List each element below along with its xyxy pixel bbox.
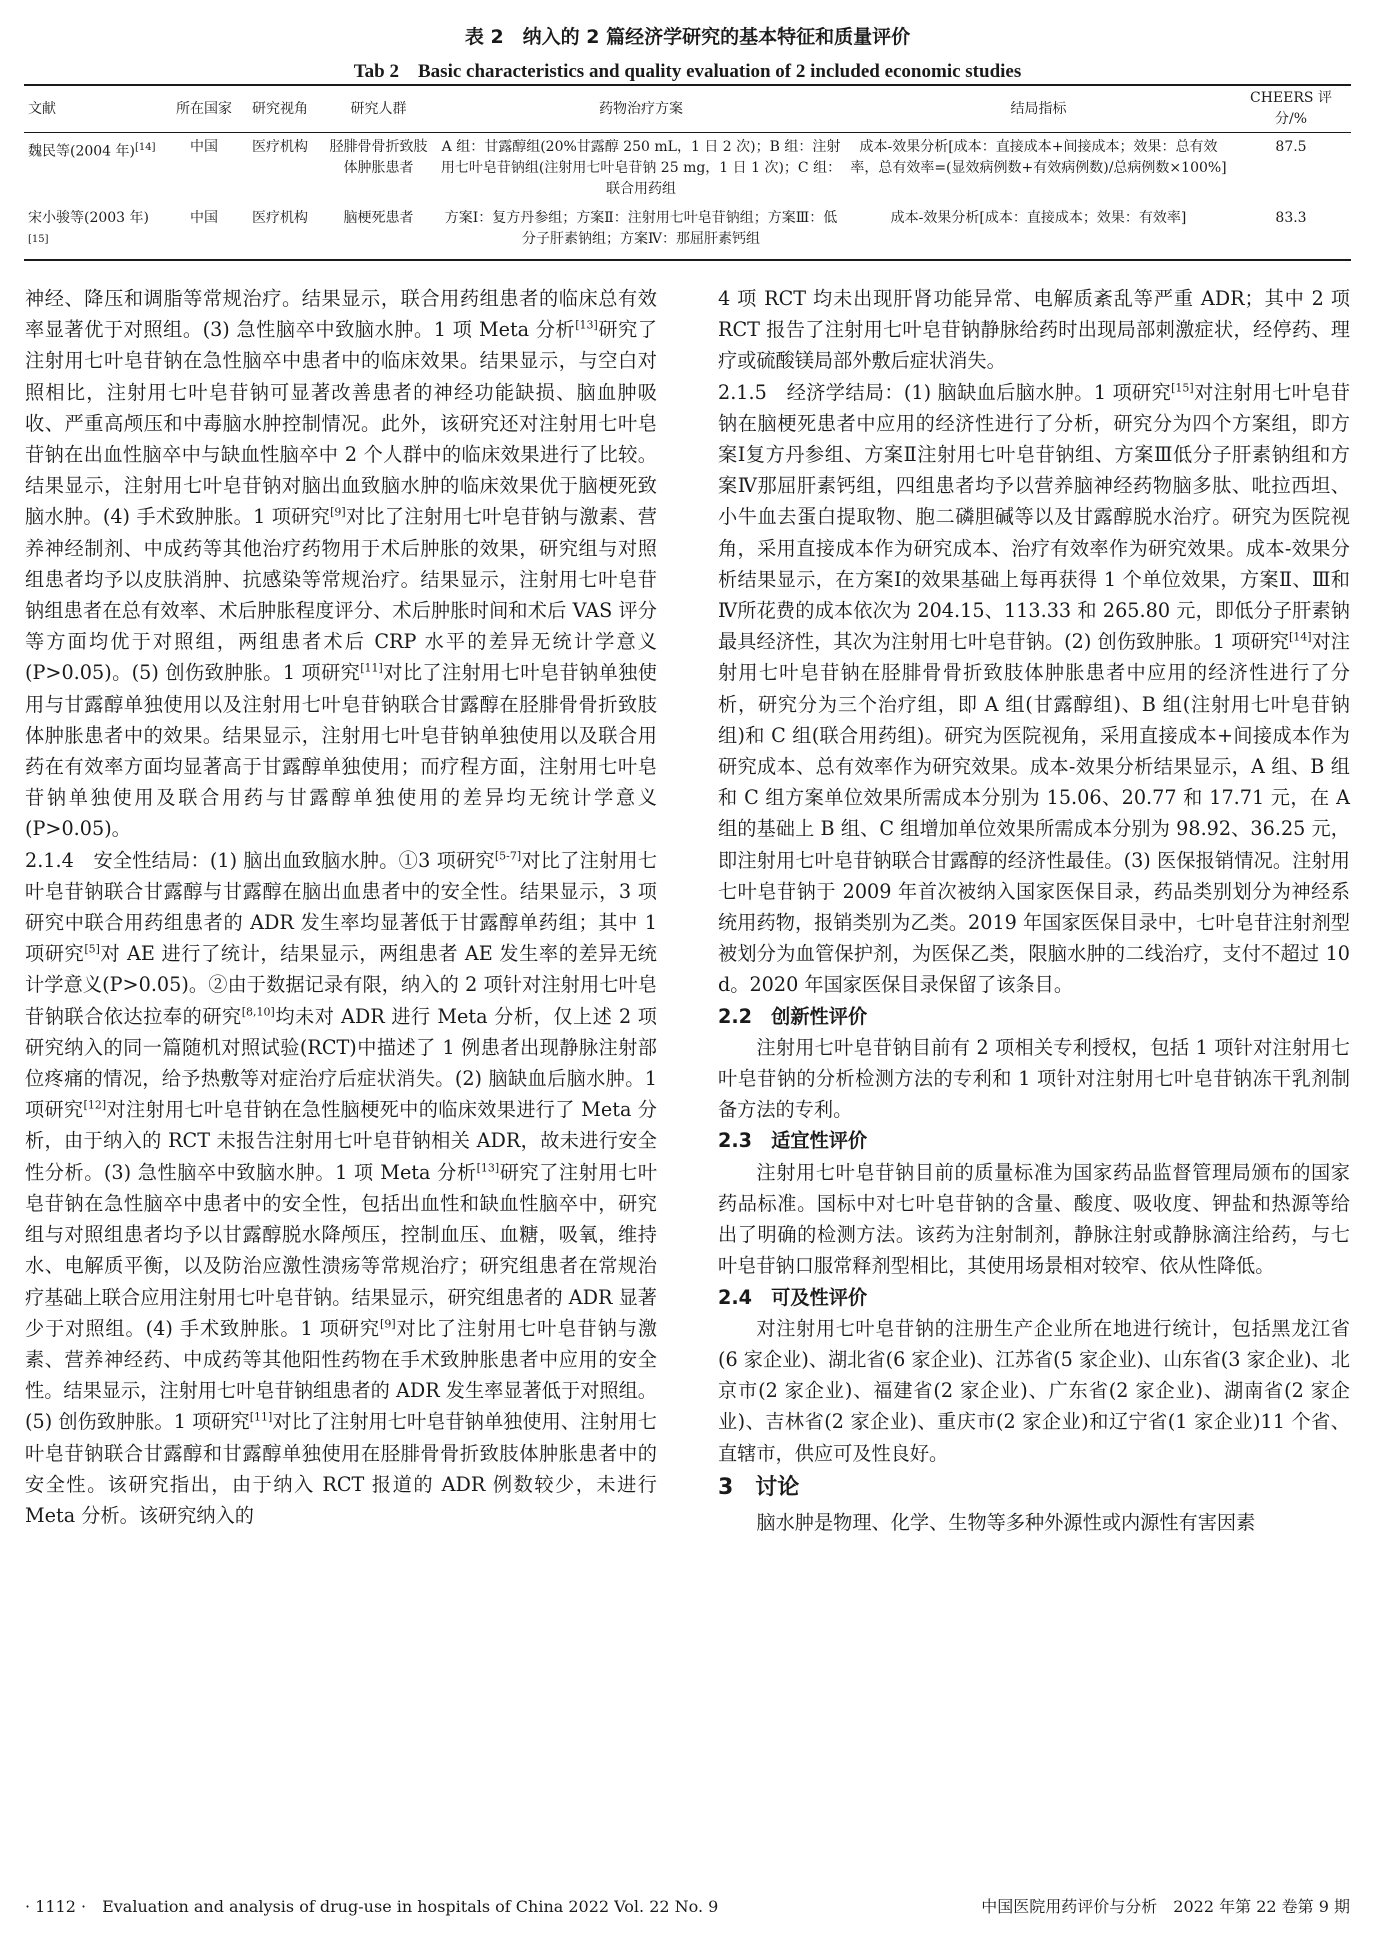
section-body-2-3: 注射用七叶皂苷钠目前的质量标准为国家药品监督管理局颁布的国家药品标准。国标中对七叶皂苷钠的含量、酸度、吸收度、钾盐和热源等给出了明确的检测方法。该药为注射制剂，静脉注射或静脉滴注给药，与七叶皂苷钠口服常释剂型相比，其使用场景相对较窄、依从性降低。 (718, 1160, 1350, 1278)
body-text: 对注射用七叶皂苷钠在胫腓骨骨折致肢体肿胀患者中应用的经济性进行了分析，研究分为三个治疗组，即 A 组(甘露醇组)、B 组(注射用七叶皂苷钠组)和 C 组(联合用药组)。研究为医院视角，采用直接成本+间接成本作为研究成本、总有效率作为研究效果。成本-效果分析结果显示，A 组、B 组和 C 组方案单位效果所需成本分别为 15.06、20.77 和 17.71 元，在 A 组的基础上 B 组、C 组增加单位效果所需成本分别为 98.92、36.25 元，即注射用七叶皂苷钠联合甘露醇的经济性最佳。(3) 医保报销情况。注射用七叶皂苷钠于 2009 年首次被纳入国家医保目录，药品类别划分为神经系统用药物，报销类别为乙类。2019 年国家医保目录中，七叶皂苷注射剂型被划分为血管保护剂，为医保乙类，限脑水肿的二线治疗，支付不超过 10 d。2020 年国家医保目录保留了该条目。 (718, 630, 1350, 997)
section-heading-2-3: 2.3 适宜性评价 (718, 1129, 868, 1153)
study-name: 魏民等(2004 年) (28, 143, 136, 160)
footer-left: · 1112 · Evaluation and analysis of drug-use in hospitals of China 2022 Vol. 22 No. 9 (25, 1897, 719, 1916)
perspective-cell: 医疗机构 (252, 139, 308, 155)
body-text: 神经、降压和调脂等常规治疗。结果显示，联合用药组患者的临床总有效率显著优于对照组。(3) 急性脑卒中致脑水肿。1 项 Meta 分析 (25, 287, 657, 342)
header-cell: CHEERS 评分/% (1231, 85, 1351, 133)
regimen-cell: 方案Ⅰ：复方丹参组；方案Ⅱ：注射用七叶皂苷钠组；方案Ⅲ：低分子肝素钠组；方案Ⅳ：那屈肝素钙组 (436, 204, 846, 260)
citation-ref: [13] (476, 1161, 500, 1175)
citation-ref: [11] (360, 662, 383, 676)
citation-ref: [9] (380, 1317, 396, 1331)
page-footer (25, 1894, 1350, 1917)
score-cell: 83.3 (1231, 204, 1351, 260)
left-column (25, 283, 657, 1531)
body-text: 对注射用七叶皂苷钠在急性脑梗死中的临床效果进行了 Meta 分析，由于纳入的 RCT 未报告注射用七叶皂苷钠相关 ADR，故未进行安全性分析。(3) 急性脑卒中致脑水肿。1 项 Meta 分析 (25, 1098, 657, 1184)
body-text: 2.1.5 经济学结局：(1) 脑缺血后脑水肿。1 项研究 (718, 380, 1172, 404)
citation-ref: [12] (83, 1098, 107, 1112)
citation-ref: [9] (330, 506, 346, 520)
population-cell: 胫腓骨骨折致肢体肿胀患者 (329, 139, 428, 176)
section-heading-2-2: 2.2 创新性评价 (718, 1004, 868, 1028)
table-row (24, 133, 1351, 205)
section-body-3: 脑水肿是物理、化学、生物等多种外源性或内源性有害因素 (756, 1510, 1256, 1534)
header-cell: 研究视角 (239, 85, 321, 133)
body-text: 2.1.4 安全性结局：(1) 脑出血致脑水肿。①3 项研究 (25, 848, 495, 872)
country-cell: 中国 (169, 204, 239, 260)
perspective-cell: 医疗机构 (239, 204, 321, 260)
header-cell: 文献 (24, 85, 169, 133)
body-text: 均未对 ADR 进行 Meta 分析，仅上述 2 项研究纳入的同一篇随机对照试验(RCT)中描述了 1 例患者出现静脉注射部位疼痛的情况，给予热敷等对症治疗后症状消失。(2) 脑缺血后脑水肿。1 项研究 (25, 1004, 657, 1122)
body-text: 4 项 RCT 均未出现肝肾功能异常、电解质紊乱等严重 ADR；其中 2 项 RCT 报告了注射用七叶皂苷钠静脉给药时出现局部刺激症状，经停药、理疗或硫酸镁局部外敷后症状消失。 (718, 287, 1350, 373)
population-cell: 脑梗死患者 (321, 204, 436, 260)
section-heading-3: 3 讨论 (718, 1474, 800, 1500)
body-text: 研究了注射用七叶皂苷钠在急性脑卒中患者中的安全性，包括出血性和缺血性脑卒中，研究组与对照组患者均予以甘露醇脱水降颅压，控制血压、血糖，吸氧，维持水、电解质平衡，以及防治应激性溃疡等常规治疗；研究组患者在常规治疗基础上联合应用注射用七叶皂苷钠。结果显示，研究组患者的 ADR 显著少于对照组。(4) 手术致肿胀。1 项研究 (25, 1160, 658, 1340)
citation-ref: [14] (1288, 630, 1312, 644)
table-caption-cn: 表 2 纳入的 2 篇经济学研究的基本特征和质量评价 (464, 26, 911, 48)
footer-right: 中国医院用药评价与分析 2022 年第 22 卷第 9 期 (981, 1897, 1350, 1916)
table-header-row (24, 85, 1351, 133)
citation-ref: [15] (28, 234, 49, 245)
citation-ref: [15] (1171, 381, 1194, 395)
table-caption-en: Tab 2 Basic characteristics and quality evaluation of 2 included economic studies (353, 61, 1022, 82)
section-heading-2-4: 2.4 可及性评价 (718, 1285, 868, 1309)
outcome-cell: 成本-效果分析[成本：直接成本；效果：有效率] (846, 204, 1231, 260)
citation-ref: [5] (84, 942, 100, 956)
citation-ref: [11] (249, 1410, 273, 1424)
section-body-2-2: 注射用七叶皂苷钠目前有 2 项相关专利授权，包括 1 项针对注射用七叶皂苷钠的分析检测方法的专利和 1 项针对注射用七叶皂苷钠冻干乳剂制备方法的专利。 (718, 1035, 1350, 1122)
study-cell (24, 133, 169, 205)
section-body-2-4: 对注射用七叶皂苷钠的注册生产企业所在地进行统计，包括黑龙江省(6 家企业)、湖北省(6 家企业)、江苏省(5 家企业)、山东省(3 家企业)、北京市(2 家企业)、福建省(2 家企业)、广东省(2 家企业)、湖南省(2 家企业)、吉林省(2 家企业)、重庆市(2 家企业)和辽宁省(1 家企业)11 个省、直辖市，供应可及性良好。 (718, 1316, 1350, 1465)
header-cell: 所在国家 (169, 85, 239, 133)
body-text: 对比了注射用七叶皂苷钠与激素、营养神经制剂、中成药等其他治疗药物用于术后肿胀的效果，研究组与对照组患者均予以皮肤消肿、抗感染等常规治疗。结果显示，注射用七叶皂苷钠组患者在总有效率、术后肿胀程度评分、术后肿胀时间和术后 VAS 评分等方面均优于对照组，两组患者术后 CRP 水平的差异无统计学意义(P>0.05)。(5) 创伤致肿胀。1 项研究 (25, 505, 657, 685)
body-text: 对 AE 进行了统计，结果显示，两组患者 AE 发生率的差异无统计学意义(P>0.05)。②由于数据记录有限，纳入的 2 项针对注射用七叶皂苷钠联合依达拉奉的研究 (25, 942, 657, 1028)
left-column-text (25, 283, 657, 1531)
characteristics-table (24, 84, 1351, 261)
regimen-cell: A 组：甘露醇组(20%甘露醇 250 mL，1 日 2 次)；B 组：注射用七叶皂苷钠组(注射用七叶皂苷钠 25 mg，1 日 1 次)；C 组：联合用药组 (440, 139, 842, 197)
citation-ref: [13] (575, 318, 598, 332)
header-cell: 药物治疗方案 (436, 85, 846, 133)
citation-ref: [5-7] (494, 849, 522, 863)
right-column-text (718, 283, 1350, 1001)
header-cell: 研究人群 (321, 85, 436, 133)
body-text: 研究了注射用七叶皂苷钠在急性脑卒中患者中的临床效果。结果显示，与空白对照相比，注射用七叶皂苷钠可显著改善患者的神经功能缺损、脑血肿吸收、严重高颅压和中毒脑水肿控制情况。此外，该研究还对注射用七叶皂苷钠在出血性脑卒中与缺血性脑卒中 2 个人群中的临床效果进行了比较。结果显示，注射用七叶皂苷钠对脑出血致脑水肿的临床效果优于脑梗死致脑水肿。(4) 手术致肿胀。1 项研究 (25, 318, 658, 529)
citation-ref: [8,10] (241, 1005, 275, 1019)
citation-ref: [14] (135, 142, 156, 153)
country-cell: 中国 (190, 139, 218, 155)
study-cell (24, 204, 169, 260)
score-cell: 87.5 (1275, 139, 1307, 155)
body-text: 对比了注射用七叶皂苷钠单独使用与甘露醇单独使用以及注射用七叶皂苷钠联合甘露醇在胫腓骨骨折致肢体肿胀患者中的效果。结果显示，注射用七叶皂苷钠单独使用以及联合用药在有效率方面均显著高于甘露醇单独使用；而疗程方面，注射用七叶皂苷钠单独使用及联合用药与甘露醇单独使用的差异均无统计学意义(P>0.05)。 (25, 661, 657, 841)
outcome-cell: 成本-效果分析[成本：直接成本+间接成本；效果：总有效率，总有效率=(显效病例数+有效病例数)/总病例数×100%] (850, 139, 1227, 176)
study-name: 宋小骏等(2003 年) (28, 210, 150, 226)
right-column (718, 283, 1350, 1538)
body-text: 对比了注射用七叶皂苷钠单独使用、注射用七叶皂苷钠联合甘露醇和甘露醇单独使用在胫腓骨骨折致肢体肿胀患者中的安全性。该研究指出，由于纳入 RCT 报道的 ADR 例数较少，未进行 Meta 分析。该研究纳入的 (25, 1410, 657, 1527)
header-cell: 结局指标 (846, 85, 1231, 133)
body-text: 对比了注射用七叶皂苷钠与激素、营养神经药、中成药等其他阳性药物在手术致肿胀患者中应用的安全性。结果显示，注射用七叶皂苷钠组患者的 ADR 发生率显著低于对照组。(5) 创伤致肿胀。1 项研究 (25, 1316, 658, 1434)
table-row (24, 204, 1351, 260)
body-text: 对注射用七叶皂苷钠在脑梗死患者中应用的经济性进行了分析，研究分为四个方案组，即方案Ⅰ复方丹参组、方案Ⅱ注射用七叶皂苷钠组、方案Ⅲ低分子肝素钠组和方案Ⅳ那屈肝素钙组，四组患者均予以营养脑神经药物脑多肽、吡拉西坦、小牛血去蛋白提取物、胞二磷胆碱等以及甘露醇脱水治疗。研究为医院视角，采用直接成本作为研究成本、治疗有效率作为研究效果。成本-效果分析结果显示，在方案Ⅰ的效果基础上每再获得 1 个单位效果，方案Ⅱ、Ⅲ和Ⅳ所花费的成本依次为 204.15、113.33 和 265.80 元，即低分子肝素钠最具经济性，其次为注射用七叶皂苷钠。(2) 创伤致肿胀。1 项研究 (718, 380, 1351, 654)
body-text: 对比了注射用七叶皂苷钠联合甘露醇与甘露醇在脑出血患者中的安全性。结果显示，3 项研究中联合用药组患者的 ADR 发生率均显著低于甘露醇单药组；其中 1 项研究 (25, 848, 658, 966)
